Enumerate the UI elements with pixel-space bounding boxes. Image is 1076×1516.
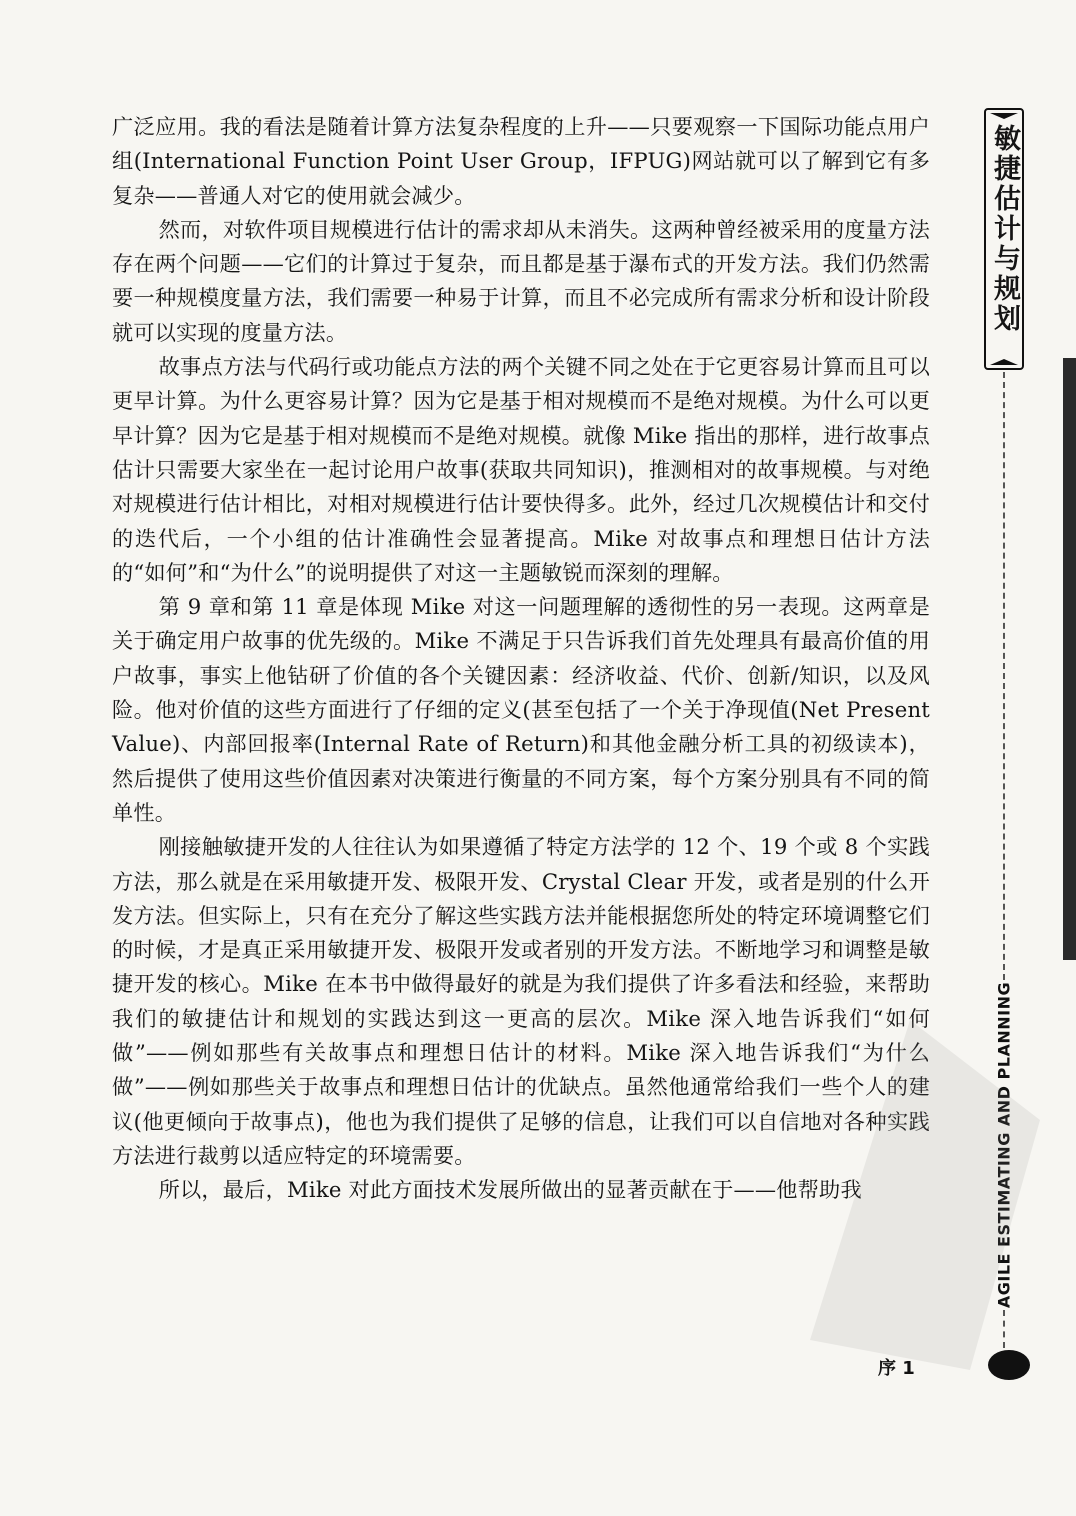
body-text (112, 110, 930, 1208)
side-tab-title: 敏捷估计与规划 (989, 124, 1020, 334)
paragraph-3: 故事点方法与代码行或功能点方法的两个关键不同之处在于它更容易计算而且可以更早计算。为什么更容易计算？因为它是基于相对规模而不是绝对规模。为什么可以更早计算？因为它是基于相对规模而不是绝对规模。就像 Mike 指出的那样，进行故事点估计只需要大家坐在一起讨论用户故事(获取共同知识)，推测相对的故事规模。与对绝对规模进行估计相比，对相对规模进行估计要快得多。此外，经过几次规模估计和交付的迭代后，一个小组的估计准确性会显著提高。Mike 对故事点和理想日估计方法的“如何”和“为什么”的说明提供了对这一主题敏锐而深刻的理解。 (112, 354, 930, 585)
page-number: 序 1 (878, 1358, 915, 1379)
paragraph-4: 第 9 章和第 11 章是体现 Mike 对这一问题理解的透彻性的另一表现。这两章是关于确定用户故事的优先级的。Mike 不满足于只告诉我们首先处理具有最高价值的用户故事，事实上他钻研了价值的各个关键因素：经济收益、代价、创新/知识，以及风险。他对价值的这些方面进行了仔细的定义(甚至包括了一个关于净现值(Net Present Value)、内部回报率(Internal Rate of Return)和其他金融分析工具的初级读本)，然后提供了使用这些价值因素对决策进行衡量的不同方案，每个方案分别具有不同的简单性。 (112, 594, 930, 825)
paragraph-6: 所以，最后，Mike 对此方面技术发展所做出的显著贡献在于——他帮助我 (158, 1177, 862, 1203)
edge-thumb-bar (1063, 358, 1076, 960)
paragraph-5: 刚接触敏捷开发的人往往认为如果遵循了特定方法学的 12 个、19 个或 8 个实践方法，那么就是在采用敏捷开发、极限开发、Crystal Clear 开发，或者是别的什么开发方法。但实际上，只有在充分了解这些实践方法并能根据您所处的特定环境调整它们的时候，才是真正采用敏捷开发、极限开发或者别的开发方法。不断地学习和调整是敏捷开发的核心。Mike 在本书中做得最好的就是为我们提供了许多看法和经验，来帮助我们的敏捷估计和规划的实践达到这一更高的层次。Mike 深入地告诉我们“如何做”——例如那些有关故事点和理想日估计的材料。Mike 深入地告诉我们“为什么做”——例如那些关于故事点和理想日估计的优缺点。虽然他通常给我们一些个人的建议(他更倾向于故事点)，他也为我们提供了足够的信息，让我们可以自信地对各种实践方法进行裁剪以适应特定的环境需要。 (112, 834, 930, 1168)
paragraph-2: 然而，对软件项目规模进行估计的需求却从未消失。这两种曾经被采用的度量方法存在两个问题——它们的计算过于复杂，而且都是基于瀑布式的开发方法。我们仍然需要一种规模度量方法，我们需要一种易于计算，而且不必完成所有需求分析和设计阶段就可以实现的度量方法。 (112, 216, 930, 345)
page-marker-oval (988, 1350, 1030, 1380)
running-title: AGILE ESTIMATING AND PLANNING (994, 981, 1014, 1309)
tab-bottom-ornament (990, 359, 1018, 365)
book-title-tab (984, 108, 1024, 370)
tab-top-ornament (990, 113, 1018, 119)
paragraph-1: 广泛应用。我的看法是随着计算方法复杂程度的上升——只要观察一下国际功能点用户组(International Function Point User Group，IFPUG)网站就可以了解到它有多复杂——普通人对它的使用就会减少。 (112, 114, 930, 208)
margin-dashed-line-lower (1003, 1310, 1005, 1348)
margin-dashed-line-upper (1003, 372, 1005, 980)
